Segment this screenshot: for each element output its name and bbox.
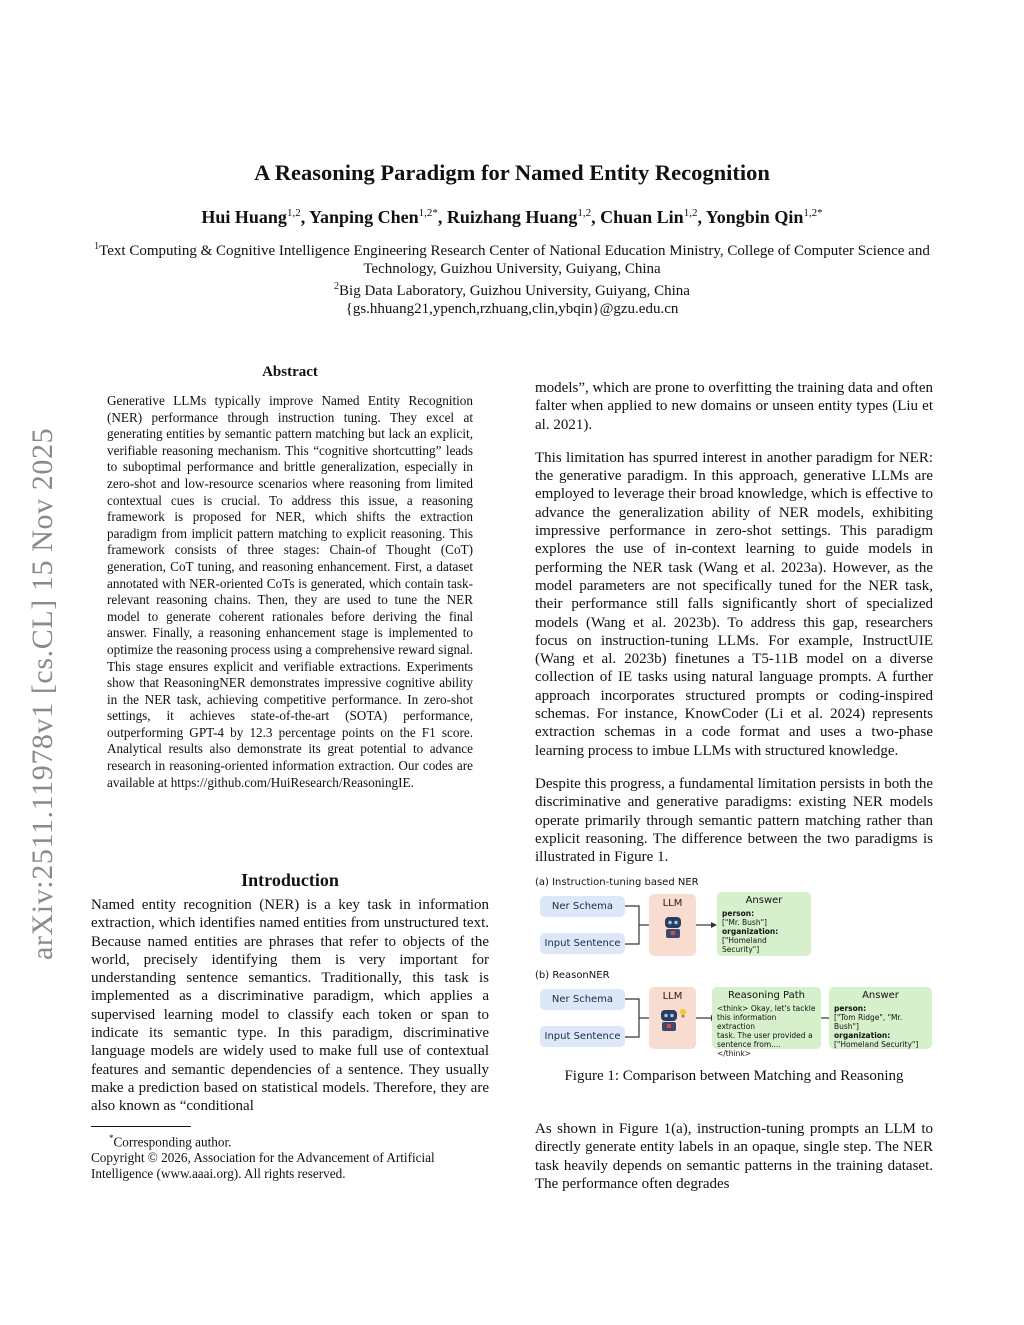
copyright-notice: Copyright © 2026, Association for the Advancement of Artificial Intelligence (www.aaai.org). All rights reserved. [91,1150,435,1182]
llm-label-b: LLM [662,991,683,1002]
reasoning-path-box: Reasoning Path <think> Okay, let's tackle this information extraction task. The user provided a sentence from.... </think> [712,987,821,1049]
llm-label-a: LLM [662,898,683,909]
reasoning-path-title: Reasoning Path [727,990,806,1001]
answer-title-b: Answer [862,990,899,1001]
abstract-heading: Abstract [262,364,318,380]
figure-1 [535,874,933,1058]
footnote-rule [91,1126,191,1127]
llm-box-a [649,894,696,956]
author-emails: {gs.hhuang21,ypench,rzhuang,clin,ybqin}@gzu.edu.cn [345,301,679,317]
answer-title-a: Answer [745,895,783,906]
right-paragraph-3: Despite this progress, a fundamental limitation persists in both the discriminative and generative paradigms: existing NER models operate primarily through semantic pattern matching rather than explicit reasoning. The difference between the two paradigms is illustrated in Figure 1. [535,775,933,866]
author-name: Yanping Chen [309,207,419,227]
introduction-heading: Introduction [241,870,339,890]
llm-box-b [649,987,696,1049]
answer-box-b: Answer person: ["Tom Ridge", "Mr. Bush"] organization: ["Homeland Security"] [829,987,932,1049]
affiliations [80,238,944,318]
arxiv-identifier: arXiv:2511.11978v1 [cs.CL] 15 Nov 2025 [26,427,59,960]
answer-box-a: Answer person: ["Mr. Bush"] organization: ["Homeland Security"] [717,892,811,956]
robot-thinking-icon [658,1008,688,1032]
author-separator: , [437,207,447,227]
ner-schema-box-a: Ner Schema [540,896,625,917]
author-separator: , [591,207,601,227]
intro-paragraph-1: Named entity recognition (NER) is a key task in information extraction, which identifies named entities from unstructured text. Because named entities are phrases that refer to objects of the world, precisely identifying them is very important for understanding sentence semantics. Traditionally, this task is implemented as a discriminative paradigm, which applies a supervised learning model to classify each token or span to indicate its semantic type. In this paradigm, discriminative language models are widely used to make full use of contextual features and semantic dependencies of a sentence. They usually make a prediction based on statistical models. Therefore, they are also known as “conditional [91,897,489,1115]
corresponding-author-note: *Corresponding author. [109,1133,232,1150]
introduction-body [91,896,489,1116]
right-paragraph-4: As shown in Figure 1(a), instruction-tuning prompts an LLM to directly generate entity labels in an opaque, single step. The NER task heavily depends on semantic patterns in the training dataset. The performance often degrades [535,1121,933,1192]
paper-title: A Reasoning Paradigm for Named Entity Recognition [254,160,770,185]
abstract-text: Generative LLMs typically improve Named Entity Recognition (NER) performance through instruction tuning. They excel at generating entities by semantic pattern matching but lack an explicit, verifiable reasoning mechanism. This “cognitive shortcutting” leads to suboptimal performance and brittle generalization, especially in zero-shot and low-resource scenarios where reasoning from limited contextual cues is crucial. To address this issue, a reasoning framework is proposed for NER, which shifts the extraction paradigm from implicit pattern matching to explicit reasoning. This framework consists of three stages: Chain-of Thought (CoT) generation, CoT tuning, and reasoning enhancement. First, a dataset annotated with NER-oriented CoTs is generated, which contain task-relevant reasoning chains. Then, they are used to tune the NER model to generate coherent rationales before deriving the final answer. Finally, a reasoning enhancement stage is implemented to optimize the reasoning process using a comprehensive reward signal. This stage ensures explicit and verifiable extractions. Experiments show that ReasoningNER demonstrates impressive cognitive ability in the NER task, achieving competitive performance. In zero-shot settings, it achieves state-of-the-art (SOTA) performance, outperforming GPT-4 by 12.3 percentage points on the F1 score. Analytical results also demonstrate its great potential to advance research in reasoning-oriented information extraction. Our codes are available at https://github.com/HuiResearch/ReasoningIE. [107,393,473,790]
figure-panel-b-label: (b) ReasonNER [535,970,610,981]
right-paragraph-2: This limitation has spurred interest in another paradigm for NER: the generative paradigm. In this approach, generative LLMs are employed to leverage their broad knowledge, which is effective to advance the generalization ability of NER models, exhibiting impressive performance in zero-shot settings. This paradigm explores the use of in-context learning to guide models in performing the NER task (Wang et al. 2023a). However, as the model parameters are not specifically tuned for the NER task, their performance still falls significantly short of specialized models (Wang et al. 2023b). To address this gap, researchers focus on instruction-tuning LLMs. For example, InstructUIE (Wang et al. 2023b) finetunes a T5-11B model on a diverse collection of IE tasks using natural language prompts. A further approach incorporates structured prompts or coding-inspired schemas. For instance, KnowCoder (Li et al. 2024) represents extraction schemas in a code format and uses a two-phase learning process to imbue LLMs with structured knowledge. [535,449,933,759]
figure-panel-a-label: (a) Instruction-tuning based NER [535,877,699,888]
author-affiliation-mark: 1,2* [418,207,438,219]
figure-caption: Figure 1: Comparison between Matching and Reasoning [564,1068,904,1084]
author-affiliation-mark: 1,2 [286,207,301,219]
author-name: Hui Huang [201,207,287,227]
author-name: Chuan Lin [600,207,684,227]
right-paragraph-continued: models”, which are prone to overfitting the training data and often falter when applied to new domains or unseen entity types (Liu et al. 2021). [535,380,933,433]
right-column-text [535,364,933,881]
author-name: Ruizhang Huang [446,207,578,227]
ner-schema-box-b: Ner Schema [540,989,625,1010]
robot-icon [662,915,684,939]
author-separator: , [697,207,706,227]
affiliation-2: $^2$Big Data Laboratory, Guizhou University, Guiyang, China [334,281,690,299]
footnote [91,1130,489,1182]
author-affiliation-mark: 1,2 [577,207,592,219]
author-affiliation-mark: 1,2* [803,207,823,219]
input-sentence-box-b: Input Sentence [540,1026,625,1047]
right-column-bottom [535,1105,933,1208]
author-name: Yongbin Qin [705,207,804,227]
affiliation-1: $^1$Text Computing & Cognitive Intelligence Engineering Research Center of National Education Ministry, College of Computer Science and Technology, Guizhou University, Guiyang, China [94,241,930,277]
author-affiliation-mark: 1,2 [683,207,698,219]
author-list [0,207,1024,228]
input-sentence-box-a: Input Sentence [540,933,625,954]
author-separator: , [300,207,310,227]
